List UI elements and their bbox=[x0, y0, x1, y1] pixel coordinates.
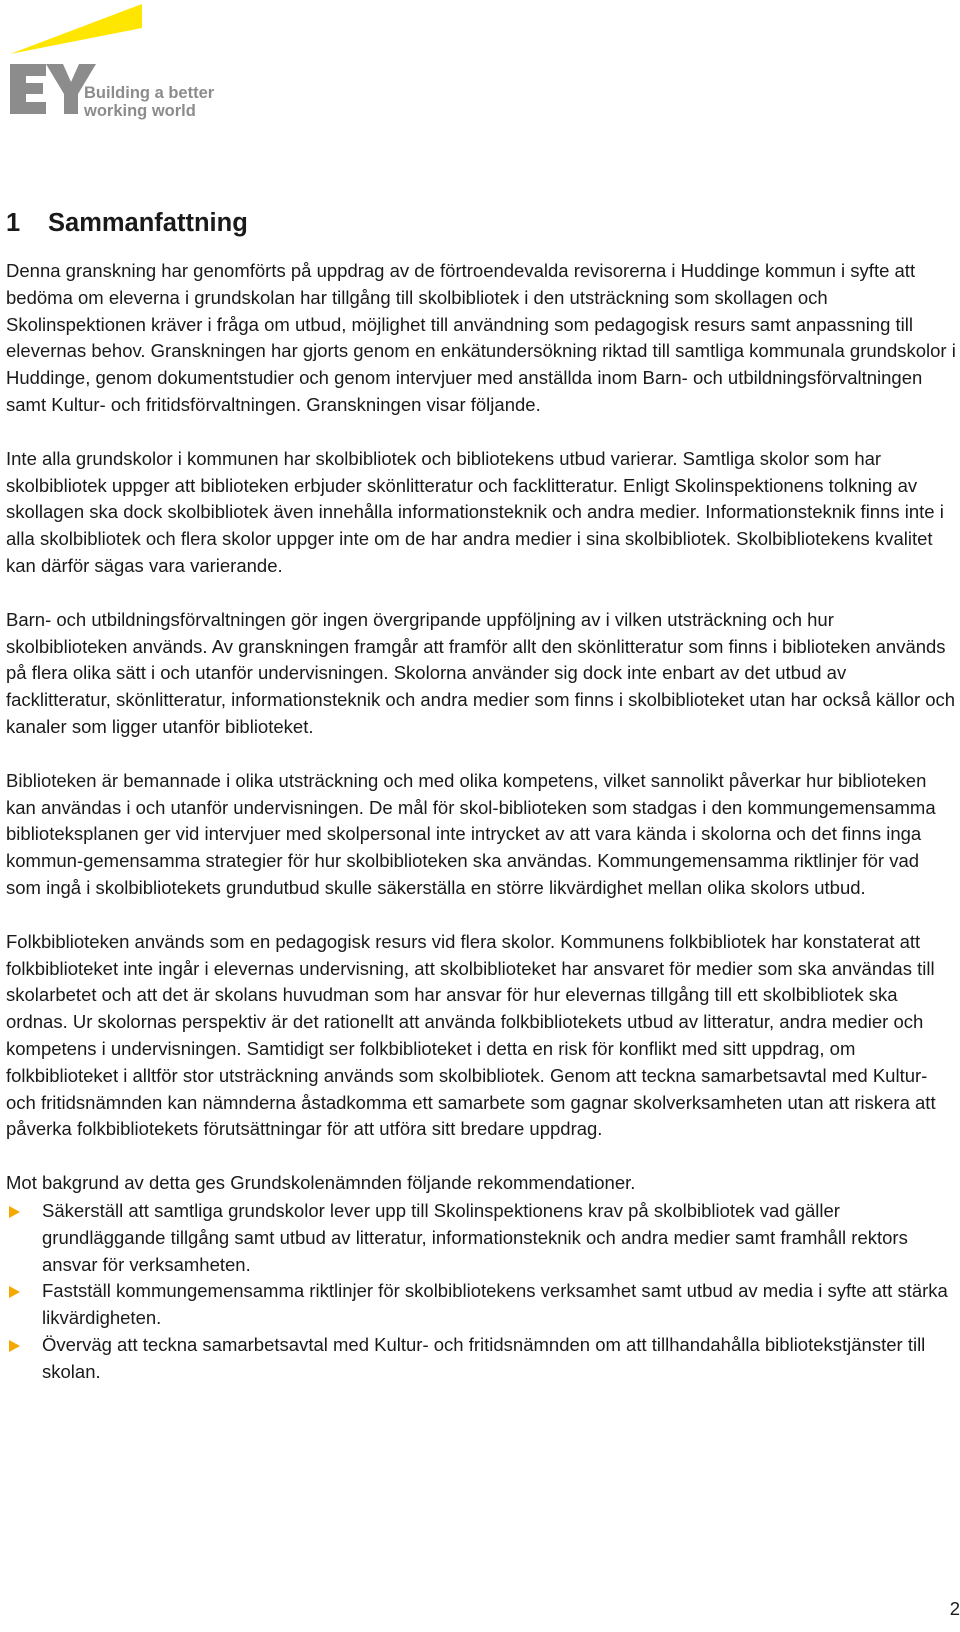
recommendation-item bbox=[6, 1278, 956, 1332]
section-number: 1 bbox=[6, 209, 21, 237]
triangle-bullet-icon bbox=[9, 1340, 20, 1352]
recommendation-item bbox=[6, 1332, 956, 1386]
recommendations-list bbox=[6, 1198, 956, 1386]
paragraph: Folkbiblioteken används som en pedagogisk resurs vid flera skolor. Kommunens folkbibliotek har konstaterat att folkbiblioteket inte ingår i elevernas undervisning, att skolbiblioteket har ansvaret för medier som ska användas till skolarbetet och att det är skolans huvudman som har ansvar för hur elevernas tillgång till ett skolbibliotek ska ordnas. Ur skolornas perspektiv är det rationellt att använda folkbibliotekets utbud av litteratur, andra medier och kompetens i undervisningen. Samtidigt ser folkbiblioteket i detta en risk för konflikt med sitt uppdrag, om folkbiblioteket i alltför stor utsträckning används som skolbibliotek. Genom att teckna samarbetsavtal med Kultur- och fritidsnämnden kan nämnderna åstadkomma ett samarbete som gagnar skolverksamheten utan att riskera att påverka folkbibliotekets förutsättningar för att utföra sitt bredare uppdrag. bbox=[6, 930, 936, 1140]
paragraph: Denna granskning har genomförts på uppdrag av de förtroendevalda revisorerna i Huddinge kommun i syfte att bedöma om eleverna i grundskolan har tillgång till skolbibliotek i den utsträckning som skollagen och Skolinspektionen kräver i fråga om utbud, möjlighet till användning som pedagogisk resurs samt anpassning till elevernas behov. Granskningen har gjorts genom en enkätundersökning riktad till samtliga kommunala grundskolor i Huddinge, genom dokumentstudier och genom intervjuer med anställda inom Barn- och utbildningsförvaltningen samt Kultur- och fritidsförvaltningen. Granskningen visar följande. bbox=[6, 260, 956, 415]
recommendation-text: Överväg att teckna samarbetsavtal med Kultur- och fritidsnämnden om att tillhandahålla bibliotekstjänster till skolan. bbox=[42, 1333, 926, 1382]
document-body bbox=[6, 203, 956, 1385]
tagline-line-2: working world bbox=[84, 102, 196, 120]
triangle-bullet-icon bbox=[9, 1286, 20, 1298]
recommendation-item bbox=[6, 1198, 956, 1278]
paragraph: Inte alla grundskolor i kommunen har skolbibliotek och bibliotekens utbud varierar. Samtliga skolor som har skolbibliotek uppger att biblioteken erbjuder skönlitteratur och facklitteratur. Enligt Skolinspektionens tolkning av skollagen ska dock skolbibliotek även innehålla informationsteknik och andra medier. Informationsteknik finns inte i alla skolbibliotek och flera skolor uppger inte om de har andra medier i sina skolbibliotek. Skolbibliotekens kvalitet kan därför sägas vara varierande. bbox=[6, 447, 944, 576]
logo-letter-e bbox=[10, 64, 46, 114]
tagline-line-1: Building a better bbox=[84, 84, 215, 102]
recommendation-text: Säkerställ att samtliga grundskolor lever upp till Skolinspektionens krav på skolbibliotek vad gäller grundläggande tillgång samt utbud av litteratur, informationsteknik och andra medier samt framhåll rektors ansvar för verksamheten. bbox=[42, 1199, 908, 1275]
section-heading bbox=[6, 203, 956, 243]
paragraph: Biblioteken är bemannade i olika utsträckning och med olika kompetens, vilket sannolikt påverkar hur biblioteken kan användas i och utanför undervisningen. De mål för skol-biblioteken som stadgas i den kommungemensamma biblioteksplanen ger vid intervjuer med skolpersonal inte intrycket av att vara kända i skolorna och det finns inga kommun-gemensamma strategier för hur skolbiblioteken ska användas. Kommungemensamma riktlinjer för vad som ingå i skolbibliotekets grundutbud skulle säkerställa en större likvärdighet mellan olika skolors utbud. bbox=[6, 769, 936, 898]
section-title: Sammanfattning bbox=[48, 209, 248, 237]
paragraph: Barn- och utbildningsförvaltningen gör ingen övergripande uppföljning av i vilken utsträckning och hur skolbiblioteken används. Av granskningen framgår att framför allt den skönlitteratur som finns i biblioteken används på flera olika sätt i och utanför undervisningen. Skolorna använder sig dock inte enbart av det utbud av facklitteratur, skönlitteratur, informationsteknik och andra medier som finns i skolbiblioteket utan har också källor och kanaler som ligger utanför biblioteket. bbox=[6, 608, 956, 737]
triangle-bullet-icon bbox=[9, 1206, 20, 1218]
logo-tagline bbox=[84, 84, 214, 120]
recommendation-text: Fastställ kommungemensamma riktlinjer för skolbibliotekens verksamhet samt utbud av media i syfte att stärka likvärdigheten. bbox=[42, 1280, 948, 1329]
recommendations-intro: Mot bakgrund av detta ges Grundskolenämnden följande rekommendationer. bbox=[6, 1172, 636, 1194]
logo-beam bbox=[10, 4, 142, 54]
page-number: 2 bbox=[949, 1598, 960, 1619]
